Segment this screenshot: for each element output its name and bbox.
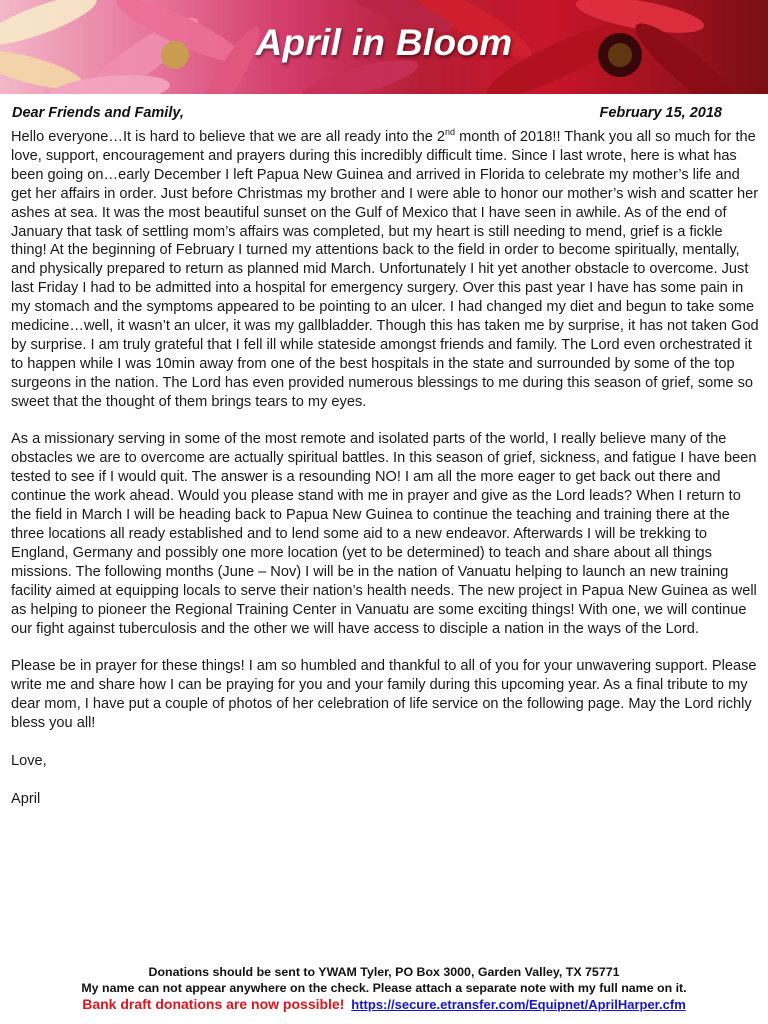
bank-draft-notice: Bank draft donations are now possible! (82, 996, 345, 1012)
ordinal-suffix: nd (445, 127, 456, 138)
paragraph-1 (11, 128, 759, 412)
paragraph-1-rest: month of 2018!! Thank you all so much for the love, support, encouragement and prayers during this incredibly difficult time. Since I last wrote, here is what has been going on…early December I left Papua New Guinea and arrived in Florida to celebrate my mother’s life and get her affairs in order. Just before Christmas my brother and I were able to honor our mother’s wish and scatter her ashes at sea. It was the most beautiful sunset on the Gulf of Mexico that I have seen in awhile. As of the end of January that task of settling mom’s affairs was completed, but my heart is still needing to mend, grief is a fickle thing! At the beginning of February I turned my attentions back to the field in order to become spiritually, mentally, and physically prepared to return as planned mid March. Unfortunately I hit yet another obstacle to overcome. Just last Friday I had to be admitted into a hospital for emergency surgery. Over this past year I have has some pain in my stomach and the symptoms appeared to be pointing to an ulcer. I had changed my diet and begun to take some medicine…well, it wasn’t an ulcer, it was my gallbladder. Though this has taken me by surprise, it has not taken God by surprise. I am truly grateful that I fell ill while stateside amongst friends and family. The Lord even orchestrated it to happen while I was 10min away from one of the best hospitals in the state and surrounded by some of the top surgeons in the nation. The Lord has even provided numerous blessings to me during this season of grief, some so sweet that the thought of them brings tears to my eyes. (11, 129, 759, 410)
closing: Love, (11, 752, 47, 769)
bank-draft-line (0, 996, 768, 1013)
letter-body (11, 128, 759, 827)
header-banner (0, 0, 768, 94)
signature: April (11, 790, 41, 807)
paragraph-2: As a missionary serving in some of the most remote and isolated parts of the world, I really believe many of the obstacles we are to overcome are actually spiritual battles. In this season of grief, sickness, and fatigue I have been tested to see if I would quit. The answer is a resounding NO! I am all the more eager to get back out there and continue the work ahead. Would you please stand with me in prayer and give as the Lord leads? When I return to the field in March I will be heading back to Papua New Guinea to continue the teaching and training there at the three locations all ready established and to lend some aid to a new endeavor. Afterwards I will be trekking to England, Germany and possibly one more location (yet to be determined) to teach and share about all things missions. The following months (June – Nov) I will be in the nation of Vanuatu helping to launch an new training facility aimed at equipping locals to serve their nation’s health needs. The new project in Papua New Guinea as well as helping to pioneer the Regional Training Center in Vanuatu are some exciting things! With one, we will continue our fight against tuberculosis and the other we will have access to disciple a nation in the ways of the Lord. (11, 431, 757, 637)
salutation: Dear Friends and Family, (12, 105, 184, 121)
banner-title: April in Bloom (255, 22, 513, 63)
donation-address: Donations should be sent to YWAM Tyler, PO Box 3000, Garden Valley, TX 75771 (148, 965, 620, 979)
letter-header-row (12, 105, 722, 125)
paragraph-1-start: Hello everyone…It is hard to believe that we are all ready into the 2 (11, 129, 446, 145)
paragraph-3: Please be in prayer for these things! I am so humbled and thankful to all of you for your unwavering support. Please write me and share how I can be praying for you and your family during this upcoming year. As a final tribute to my dear mom, I have put a couple of photos of her celebration of life service on the following page. May the Lord richly bless you all! (11, 658, 757, 732)
check-instructions: My name can not appear anywhere on the check. Please attach a separate note with my full name on it. (81, 981, 687, 995)
donation-link[interactable]: https://secure.etransfer.com/Equipnet/AprilHarper.cfm (351, 997, 686, 1012)
letter-date: February 15, 2018 (599, 105, 722, 121)
donation-footer (0, 964, 768, 1013)
